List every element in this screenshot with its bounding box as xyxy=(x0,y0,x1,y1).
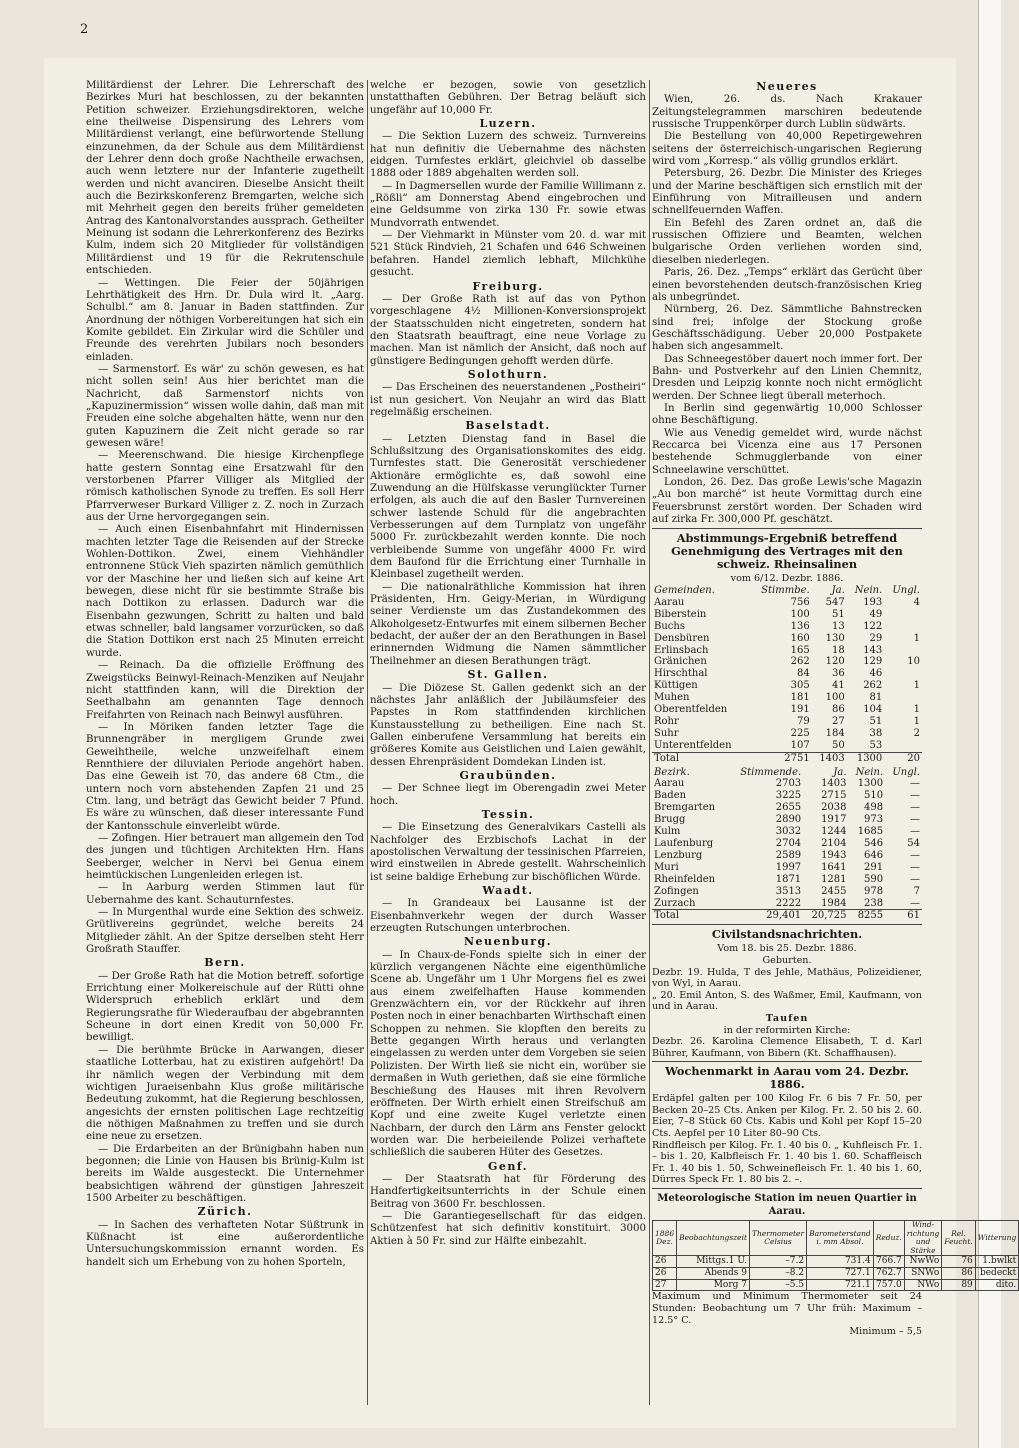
meteo-header: Windrichtung und Stärke xyxy=(904,1221,942,1256)
vote-district-cell: 1943 xyxy=(821,849,847,861)
vote-municipality-cell: Gränichen xyxy=(654,656,707,668)
vote-municipality-row xyxy=(652,692,922,704)
vote-district-cell: 2890 xyxy=(775,814,802,826)
section-head-waadt: Waadt. xyxy=(482,884,534,897)
divider xyxy=(652,1061,922,1062)
vote-district-cell: Zofingen xyxy=(654,885,699,897)
vote-district-cell: — xyxy=(910,861,920,873)
vote-municipality-cell: 193 xyxy=(863,596,883,608)
divider xyxy=(652,924,922,925)
vote-district-cell: — xyxy=(910,790,920,802)
meteo-cell: SNWo xyxy=(904,1267,942,1279)
vote-district-cell: — xyxy=(910,802,920,814)
vote-municipality-cell: 756 xyxy=(790,596,810,608)
meteo-header: Reduz. xyxy=(873,1221,904,1256)
article-muenster-market: — Der Viehmarkt in Münster vom 20. d. war mit 521 Stück Rindvieh, 21 Schafen und 646 Schweinen befahren. Handel ziemlich lebhaft, Milchkühe gesucht. xyxy=(370,230,646,279)
section-head-bern: Bern. xyxy=(204,956,246,970)
vote-municipality-cell: 104 xyxy=(863,704,883,716)
vote-municipality-cell: 41 xyxy=(832,680,845,692)
page-number: 2 xyxy=(80,22,89,37)
vote-municipality-cell xyxy=(884,645,922,657)
meteo-cell: 1.bwlkt xyxy=(975,1256,1019,1268)
meteo-cell: NWo xyxy=(904,1279,942,1291)
vote-district-header: Nein. xyxy=(855,766,884,778)
article-zofingen: — Zofingen. Hier betrauert man allgemein den Tod des jungen und tüchtigen Architekten Hrn. Hans Seeberger, welcher in Nervi bei Genua einem heimtückischen Lungenleiden erlegen ist. xyxy=(86,832,364,881)
article-railway-hindrance: — Auch einen Eisenbahnfahrt mit Hindernissen machten letzter Tage die Reisenden auf der Strecke Wohlen-Dottikon. Zwei, einem Viehhändler entronnene Stück Vieh spazirten nämlich gemüthlich vor der Maschine her und ließen sich auf keine Art bewegen, diese nicht für sie bestimmte Straße bis nach Dottikon zu erlassen. Dadurch war die Eisenbahn gezwungen, Schritt zu halten und bald etwas schneller, bald langsamer vorzurücken, so daß die Station Dottikon erst nach 25 Minuten erreicht wurde. xyxy=(86,524,364,659)
vote-municipality-cell: 4 xyxy=(913,596,920,608)
meteo-cell: –7.2 xyxy=(750,1256,807,1268)
article-continued: welche er bezogen, sowie von gesetzlich unstatthaften Gebühren. Der Betrag beläuft sich ungefähr auf 10,000 Fr. xyxy=(370,80,646,116)
vote-municipality-cell: Erlinsbach xyxy=(654,644,709,656)
article-sarmenstorf: — Sarmenstorf. Es wär' zu schön gewesen, es hat nicht sollen sein! Aus hier berichtet man die Nachricht, daß Sarmenstorf nichts von „Kapuzinermission“ wissen wolle dahin, daß man mit Freuden eine solche abgehalten hätte, wenn nur den guten Kapuzinern die Zeit nicht gerade so rar gewesen wäre! xyxy=(86,363,364,449)
birth-entry: Dezbr. 19. Hulda, T des Jehle, Mathäus, Polizeidiener, von Wyl, in Aarau. xyxy=(652,966,922,990)
meteo-cell: Abends 9 xyxy=(677,1267,750,1279)
vote-municipality-cell: Suhr xyxy=(654,727,679,739)
vote-municipality-cell: 53 xyxy=(869,739,883,751)
article-luzern-turnfest: — Die Sektion Luzern des schweiz. Turnvereins hat nun definitiv die Uebernahme des nächsten eidgen. Turnfestes erklärt, gleichviel ob dasselbe 1888 oder 1889 abgehalten werden soll. xyxy=(370,131,646,180)
news-wien: Wien, 26. ds. Nach Krakauer Zeitungstelegrammen marschiren bedeutende russische Truppenkörper durch Lublin südwärts. xyxy=(652,94,922,131)
vote-district-cell: 1871 xyxy=(775,873,802,885)
vote-municipality-cell: 81 xyxy=(869,692,883,704)
vote-municipality-cell: 51 xyxy=(869,715,883,727)
vote-municipality-cell: 84 xyxy=(796,668,810,680)
vote-district-cell: 2715 xyxy=(821,790,847,802)
vote-municipality-cell: 129 xyxy=(863,656,883,668)
vote-municipality-row xyxy=(652,716,922,728)
vote-municipality-row xyxy=(652,704,922,716)
vote-district-cell: 978 xyxy=(864,885,884,897)
vote-district-cell: Lenzburg xyxy=(654,849,703,861)
vote-district-cell: 3225 xyxy=(775,790,802,802)
article-bruenig: — Die Erdarbeiten an der Brünigbahn haben nun begonnen; die Linie von Hausen bis Brünig-Kulm ist bereits im Walde ausgesteckt. Die Unternehmer beabsichtigen während der günstigen Jahreszeit 1500 Arbeiter zu beschäftigen. xyxy=(86,1143,364,1204)
article-murgenthal: — In Murgenthal wurde eine Sektion des schweiz. Grütlivereins gegründet, welche bereits 24 Mitglieder zählt. An der Spitze derselben steht Herr Großrath Stauffer. xyxy=(86,907,364,956)
vote-district-cell: 54 xyxy=(907,838,920,849)
vote-municipality-cell: 184 xyxy=(825,727,845,739)
vote-district-row xyxy=(652,862,922,874)
meteo-cell: –5.5 xyxy=(750,1279,807,1291)
vote-district-cell: 498 xyxy=(864,802,884,814)
news-nuernberg: Nürnberg, 26. Dez. Sämmtliche Bahnstrecken sind frei; infolge der Stockung große Geschäftsschädigung. Ueber 20,000 Postpakete haben sich angesammelt. xyxy=(652,304,922,353)
vote-table-municipalities xyxy=(652,585,922,765)
vote-municipality-cell: 10 xyxy=(907,656,920,668)
market-prices-meat: Rindfleisch per Kilog. Fr. 1. 40 bis 0. „ Kuhfleisch Fr. 1. – bis 1. 20, Kalbfleisch Fr. 1. 40 bis 1. 60. Schaffleisch Fr. 1. 40 bis 1. 50, Schweinefleisch Fr. 1. 40 bis 1. 60, Dürres Speck Fr. 1. 80 bis 2. –. xyxy=(652,1139,922,1186)
section-head-neuenburg: Neuenburg. xyxy=(463,935,553,949)
baptisms-subheading: in der reformirten Kirche: xyxy=(723,1024,851,1036)
article-military-teachers: Militärdienst der Lehrer. Die Lehrerschaft des Bezirkes Muri hat beschlossen, zu der bekannten Petition schweizer. Erziehungsdirektoren, welche eine theilweise Dispensirung des Lehrers vom Militärdienst verlangt, eine befürwortende Stellung einzunehmen, da der Schule aus dem Militärdienst der Lehrer denn doch große Nachtheile erwachsen, auch wenn letztere nur der Infanterie zugetheilt werden und nicht avanciren. Dieselbe Ansicht theilt auch die Bezirkskonferenz Bremgarten, welche sich mit Mehrheit gegen den bereits früher gemeldeten Antrag des Kantonalvorstandes aussprach. Getheilter Meinung ist sodann die Lehrerkonferenz des Bezirks Kulm, indem sich 20 Mitglieder für vollständigen Militärdienst und 19 für die Rekrutenschule entschieden. xyxy=(86,80,364,277)
section-head-solothurn: Solothurn. xyxy=(467,367,549,381)
vote-municipality-cell: 130 xyxy=(825,632,845,644)
vote-municipality-cell xyxy=(884,692,922,704)
vote-district-cell: Kulm xyxy=(654,826,681,838)
meteo-cell: 757.0 xyxy=(873,1279,904,1291)
vote-municipality-cell xyxy=(884,609,922,621)
meteo-cell: –8.2 xyxy=(750,1267,807,1279)
section-head-baselstadt: Baselstadt. xyxy=(465,419,551,433)
vote-municipality-cell: 181 xyxy=(790,692,810,704)
vote-district-cell: 61 xyxy=(885,910,922,922)
vote-district-cell: 546 xyxy=(864,838,884,849)
article-grandeaux: — In Grandeaux bei Lausanne ist der Eisenbahnverkehr wegen der durch Wasser erzeugten Rutschungen unterbrochen. xyxy=(370,898,646,935)
civil-records-date: Vom 18. bis 25. Dezbr. 1886. xyxy=(717,943,857,955)
divider xyxy=(652,1188,922,1189)
vote-district-cell: Zurzach xyxy=(654,897,696,909)
vote-district-cell: Rheinfelden xyxy=(654,873,716,885)
meteo-cell: 89 xyxy=(942,1279,975,1291)
article-chaux-de-fonds: — In Chaux-de-Fonds spielte sich in einer der kürzlich vergangenen Nächte eine eigenthümliche Scene ab. Ungefähr um 1 Uhr Morgens fiel es zwei aus einem zweifelhaften Hause kommenden Grenzwächtern ein, vor der Rückkehr auf ihren Posten noch in einer benachbarten Wirthschaft einen Schoppen zu nehmen. Sie klopften den bereits zu Bette gegangen Wirth heraus und verlangten eingelassen zu werden unter dem Vorgeben sie seien Polizisten. Der Wirth ließ sie nicht ein, worüber sie dermaßen in Wuth geriethen, daß sie eine förmliche Beschießung des Hauses mit ihren Revolvern eröffneten. Der Wirth erhielt einen Streifschuß am Kopf und eine zweite Kugel verletzte einen Nachbarn, der durch den Lärm ans Fenster gelockt worden war. Die herbeieilende Polizei verhaftete schließlich die sauberen Hüter des Gesetzes. xyxy=(370,949,646,1159)
vote-district-cell: Brugg xyxy=(654,814,686,826)
vote-municipality-row xyxy=(652,609,922,621)
vote-municipality-cell xyxy=(884,621,922,633)
vote-municipality-cell: 1 xyxy=(913,632,920,644)
meteo-header: Thermometer Celsius xyxy=(750,1221,807,1256)
vote-municipality-header: Nein. xyxy=(854,584,883,596)
vote-municipality-row xyxy=(652,680,922,692)
vote-district-cell: 3513 xyxy=(775,885,802,897)
meteo-header: Barometerstand i. mm Absol. xyxy=(807,1221,874,1256)
meteo-header: Rel. Feucht. xyxy=(942,1221,975,1256)
vote-municipality-cell: 120 xyxy=(825,656,845,668)
vote-municipality-cell: Aarau xyxy=(654,596,685,608)
vote-district-cell: 8255 xyxy=(849,910,886,922)
vote-district-header: Ja. xyxy=(833,766,847,778)
vote-municipality-cell: Total xyxy=(652,752,749,764)
meteo-cell: dito. xyxy=(975,1279,1019,1291)
meteo-heading: Meteorologische Station im neuen Quartier in Aarau. xyxy=(657,1193,917,1218)
vote-district-cell: 1917 xyxy=(821,814,847,826)
vote-district-row xyxy=(652,802,922,814)
vote-municipality-cell: Küttigen xyxy=(654,680,698,692)
vote-municipality-cell: Unterentfelden xyxy=(654,739,732,751)
vote-municipality-row xyxy=(652,621,922,633)
vote-district-cell: — xyxy=(910,849,920,861)
article-genf-staatsrath: — Der Staatsrath hat für Förderung des Handfertigkeitsunterrichts in der Schule einen Beitrag von 3600 Fr. beschlossen. xyxy=(370,1173,646,1210)
vote-municipality-cell: 1 xyxy=(913,680,920,692)
news-zar-befehl: Ein Befehl des Zaren ordnet an, daß die russischen Offiziere und Beamten, welchen bulgarische Orden verliehen worden sind, dieselben niederlegen. xyxy=(652,217,922,266)
article-schuetzenfest: — Die Garantiegesellschaft für das eidgen. Schützenfest hat sich definitiv konstituirt. 3000 Aktien à 50 Fr. sind zur Hälfte einbezahlt. xyxy=(370,1210,646,1247)
vote-municipality-cell: 51 xyxy=(832,608,845,620)
vote-district-cell: Muri xyxy=(654,861,679,873)
article-castelli: — Die Einsetzung des Generalvikars Castelli als Nachfolger des Erzbischofs Lachat in der apostolischen Verwaltung der tessinischen Pfarreien, wird einstweilen in Abrede gestellt. Wahrscheinlich ist seine baldige Erhebung zur bischöflichen Würde. xyxy=(370,822,646,883)
vote-municipality-row xyxy=(652,633,922,645)
vote-municipality-cell: Buchs xyxy=(654,620,685,632)
vote-municipality-cell: 225 xyxy=(790,727,810,739)
vote-district-cell: 646 xyxy=(864,849,884,861)
meteo-header: Witterung xyxy=(975,1221,1019,1256)
article-postheiri: — Das Erscheinen des neuerstandenen „Postheiri“ ist nun gesichert. Von Neujahr an wird das Blatt regelmäßig erscheinen. xyxy=(370,382,646,418)
vote-municipality-cell: 20 xyxy=(884,752,922,764)
vote-district-cell: 29,401 xyxy=(728,910,803,922)
meteo-minimum: Minimum – 5,5 xyxy=(849,1326,922,1338)
birth-entry: „ 20. Emil Anton, S. des Waßmer, Emil, Kaufmann, von und in Aarau. xyxy=(652,989,922,1013)
meteo-cell: 721.1 xyxy=(807,1279,874,1291)
vote-municipality-cell: 1 xyxy=(913,715,920,727)
meteo-footnote: Maximum und Minimum Thermometer seit 24 Stunden: Beobachtung um 7 Uhr früh: Maximum –12.5° C. xyxy=(652,1291,922,1326)
meteo-cell: 26 xyxy=(653,1267,677,1279)
article-freiburg-council: — Der Große Rath ist auf das von Python vorgeschlagene 4½ Millionen-Konversionsprojekt der Staatsschulden nicht eingetreten, sondern hat den Staatsrath beauftragt, eine neue Vorlage zu machen. Man ist nämlich der Ansicht, daß noch auf günstigere Bedingungen gehofft werden dürfe. xyxy=(370,293,646,367)
vote-municipality-cell: 38 xyxy=(869,727,883,739)
news-venedig: Wie aus Venedig gemeldet wird, wurde nächst Reccarca bei Vicenza eine aus 17 Personen bestehende Schmugglerbande von einer Schneelawine verschüttet. xyxy=(652,427,922,476)
vote-district-cell: 973 xyxy=(864,814,884,826)
market-prices-produce: Erdäpfel galten per 100 Kilog Fr. 6 bis 7 Fr. 50, per Becken 20–25 Cts. Anken per Kilog. Fr. 2. 50 bis 2. 60. Eier, 7–8 Stück 60 Cts. Kabis und Kohl per Kopf 15–20 Cts. Aepfel per 10 Liter 80–90 Cts. xyxy=(652,1093,922,1140)
vote-municipality-cell: 100 xyxy=(825,692,845,704)
vote-district-cell: 2455 xyxy=(821,885,847,897)
vote-district-cell: 1641 xyxy=(821,861,847,873)
vote-district-cell: 3032 xyxy=(775,826,802,838)
article-bern-council: — Der Große Rath hat die Motion betreff. sofortige Errichtung einer Molkereischule auf der Rütti ohne Widerspruch erheblich erklärt und dem Regierungsrathe für Wiederaufbau der abgebrannten Scheune in dort einen Kredit von 50,000 Fr. bewilligt. xyxy=(86,970,364,1044)
vote-district-cell: — xyxy=(910,897,920,909)
meteo-table xyxy=(652,1220,1019,1291)
vote-district-cell: 1244 xyxy=(821,826,847,838)
news-petersburg: Petersburg, 26. Dezbr. Die Minister des Krieges und der Marine beschäftigen sich ernstlich mit der Einführung von Mitrailleusen und andern schnellfeuernden Waffen. xyxy=(652,168,922,217)
vote-district-row xyxy=(652,814,922,826)
vote-municipality-cell: Densbüren xyxy=(654,632,710,644)
vote-district-cell: 2655 xyxy=(775,802,802,814)
column-rule xyxy=(367,80,368,1405)
vote-district-cell: — xyxy=(910,814,920,826)
meteo-cell: 76 xyxy=(942,1256,975,1268)
vote-district-cell: 1300 xyxy=(857,778,884,790)
article-engadin-snow: — Der Schnee liegt im Oberengadin zwei Meter hoch. xyxy=(370,783,646,807)
vote-district-cell: — xyxy=(910,778,920,790)
vote-municipality-cell: 29 xyxy=(869,632,883,644)
vote-district-row xyxy=(652,874,922,886)
divider xyxy=(652,528,922,529)
vote-district-row xyxy=(652,778,922,790)
vote-municipality-cell xyxy=(884,668,922,680)
vote-district-cell: 291 xyxy=(864,861,884,873)
vote-municipality-cell: 136 xyxy=(790,620,810,632)
article-aarburg: — In Aarburg werden Stimmen laut für Uebernahme des kant. Schauturnfestes. xyxy=(86,882,364,906)
meteo-row xyxy=(653,1267,1019,1279)
vote-district-row xyxy=(652,826,922,838)
vote-municipality-cell: 1403 xyxy=(812,752,847,764)
market-heading: Wochenmarkt in Aarau vom 24. Dezbr. 1886. xyxy=(665,1064,909,1092)
vote-municipality-cell: 79 xyxy=(796,715,810,727)
vote-municipality-cell: 1300 xyxy=(847,752,885,764)
vote-district-cell: 1984 xyxy=(821,897,847,909)
vote-district-cell: 2104 xyxy=(821,838,847,849)
vote-district-cell: 20,725 xyxy=(803,910,848,922)
vote-district-row xyxy=(652,838,922,850)
vote-municipality-cell: Rohr xyxy=(654,715,679,727)
vote-municipality-cell: 50 xyxy=(832,739,845,751)
vote-municipality-cell: 262 xyxy=(790,656,810,668)
vote-municipality-row xyxy=(652,645,922,657)
section-head-graubuenden: Graubünden. xyxy=(459,768,557,782)
vote-municipality-row xyxy=(652,740,922,752)
vote-municipality-cell: 27 xyxy=(832,715,845,727)
vote-date: vom 6/12. Dezbr. 1886. xyxy=(730,573,844,585)
meteo-cell: Morg 7 xyxy=(677,1279,750,1291)
vote-district-total-row xyxy=(652,910,922,922)
vote-table-districts xyxy=(652,767,922,923)
article-aarwangen-bridge: — Die berühmte Brücke in Aarwangen, dieser staatliche Lotterbau, hat zu existiren aufgehört! Da ihr nämlich wegen der Verbindung mit dem wichtigen Juraeisenbahn Klus große militärische Bedeutung zukommt, hat die Regierung beschlossen, angesichts der ernsten politischen Lage rechtzeitig die nöthigen Maßnahmen zu treffen und sie durch eine neue zu ersetzen. xyxy=(86,1044,364,1143)
vote-district-cell: 1997 xyxy=(775,861,802,873)
meteo-cell: bedeckt xyxy=(975,1267,1019,1279)
vote-district-cell: 510 xyxy=(864,790,884,802)
vote-municipality-cell: 165 xyxy=(790,644,810,656)
article-reinach: — Reinach. Da die offizielle Eröffnung des Zweigstücks Beinwyl-Reinach-Menziken auf Neujahr nicht stattfinden kann, will die Direktion der Seethalbahn am genannten Tage dennoch Freifahrten von Reinach nach Beinwyl ausführen. xyxy=(86,660,364,721)
column-2 xyxy=(370,80,646,1248)
section-head-genf: Genf. xyxy=(487,1159,529,1173)
vote-municipality-header: Stimmbe. xyxy=(761,584,810,596)
section-head-tessin: Tessin. xyxy=(481,807,535,821)
article-meerenschwand: — Meerenschwand. Die hiesige Kirchenpflege hatte gestern Sonntag eine Ersatzwahl für den verstorbenen Pfarrer Villiger als Mitglied der römisch katholischen Synode zu treffen. Es soll Herr Pfarrverweser Burkard Villiger z. Z. noch in Zurzach aus der Urne hervorgegangen sein. xyxy=(86,450,364,524)
vote-district-cell: 2704 xyxy=(775,838,802,849)
article-geigy-merian: — Die nationalräthliche Kommission hat ihren Präsidenten, Hrn. Geigy-Merian, in Würdigung seiner Verdienste um das Zustandekommen des Alkoholgesetz-Entwurfes mit einem silbernen Becher bedacht, der außer der an den Berathungen in Basel erinnernden Widmung die Namen sämmtlicher Theilnehmer an diesen Berathungen trägt. xyxy=(370,581,646,667)
vote-district-cell: 1685 xyxy=(857,826,884,838)
article-basel-turnfest: — Letzten Dienstag fand in Basel die Schlußsitzung des Organisationskomites des eidg. Turnfestes statt. Die Generosität verschiedener Aktionäre ermöglichte es, daß sowohl eine Zuwendung an die Hülfskasse verunglückter Turner erfolgen, als auch die auf den Basler Turnvereinen schwer lastende Schuld für die angebrachten Verbesserungen auf dem Turnplatz von ungefähr 5000 Fr. zurückbezahlt werden konnte. Die noch verbleibende Summe von ungefähr 4000 Fr. wird dem Baufond für die Errichtung einer Turnhalle in Kleinbasel zugetheilt werden. xyxy=(370,433,646,581)
vote-district-cell: 2589 xyxy=(775,849,802,861)
vote-municipality-header: Gemeinden. xyxy=(654,584,715,596)
meteo-cell: Mittgs.1 U. xyxy=(677,1256,750,1268)
vote-district-cell: Aarau xyxy=(654,778,685,790)
vote-municipality-cell: Hirschthal xyxy=(654,668,708,680)
vote-municipality-row xyxy=(652,656,922,668)
vote-district-cell: 1281 xyxy=(821,873,847,885)
section-head-stgallen: St. Gallen. xyxy=(467,668,549,682)
vote-district-cell: Bremgarten xyxy=(654,802,716,814)
meteo-cell: 727.1 xyxy=(807,1267,874,1279)
vote-district-cell: 2703 xyxy=(775,778,802,790)
vote-municipality-cell: 143 xyxy=(863,644,883,656)
meteo-row xyxy=(653,1279,1019,1291)
vote-municipality-cell: 191 xyxy=(790,704,810,716)
vote-municipality-cell: 18 xyxy=(832,644,845,656)
baptism-entry: Dezbr. 26. Karolina Clemence Elisabeth, T. d. Karl Bührer, Kaufmann, von Bibern (Kt. Schaffhausen). xyxy=(652,1036,922,1059)
meteo-cell: 762.7 xyxy=(873,1267,904,1279)
vote-district-header: Bezirk. xyxy=(654,766,690,778)
meteo-header: 1886 Dez. xyxy=(653,1221,677,1256)
news-paris: Paris, 26. Dez. „Temps“ erklärt das Gerücht über einen bevorstehenden deutsch-französischen Krieg als unbegründet. xyxy=(652,267,922,303)
vote-district-header: Stimmende. xyxy=(740,766,802,778)
meteo-cell: 766.7 xyxy=(873,1256,904,1268)
vote-municipality-cell: 160 xyxy=(790,632,810,644)
vote-municipality-cell: 49 xyxy=(869,608,883,620)
article-stgallen-diocese: — Die Diözese St. Gallen gedenkt sich an der nächstes Jahr anläßlich der Jubiläumsfeier des Papstes in Rom stattfindenden kirchlichen Kunstausstellung zu betheiligen. Eine nach St. Gallen einberufene Versammlung hat bereits ein größeres Komite aus Geistlichen und Laien gewählt, dessen Ehrenpräsident Domdekan Linden ist. xyxy=(370,682,646,768)
vote-municipality-cell: 2751 xyxy=(749,752,812,764)
vote-municipality-cell: 100 xyxy=(790,608,810,620)
vote-district-cell: 1403 xyxy=(821,778,847,790)
vote-district-cell: Baden xyxy=(654,790,687,802)
vote-municipality-cell: 86 xyxy=(832,704,845,716)
vote-municipality-header: Ungl. xyxy=(892,584,920,596)
meteo-cell: 26 xyxy=(653,1256,677,1268)
vote-municipality-cell: 107 xyxy=(790,739,810,751)
vote-municipality-cell: 262 xyxy=(863,680,883,692)
vote-district-cell: Laufenburg xyxy=(654,838,714,849)
meteo-cell: 27 xyxy=(653,1279,677,1291)
vote-municipality-cell: 547 xyxy=(825,596,845,608)
article-wettingen: — Wettingen. Die Feier der 50jährigen Lehrthätigkeit des Hrn. Dr. Dula wird lt. „Aarg. Schulbl.“ am 8. Januar in Baden stattfinden. Zur Anordnung der nöthigen Vorbereitungen hat sich ein Komite gebildet. Ein Zirkular wird die Schüler und Freunde des verehrten Jubilars noch besonders einladen. xyxy=(86,277,364,363)
vote-district-row xyxy=(652,850,922,862)
vote-municipality-row xyxy=(652,668,922,680)
meteo-row xyxy=(653,1256,1019,1268)
vote-municipality-cell: 13 xyxy=(832,620,845,632)
vote-municipality-row xyxy=(652,597,922,609)
section-head-zurich: Zürich. xyxy=(197,1205,253,1219)
vote-municipality-cell xyxy=(884,740,922,752)
news-london: London, 26. Dez. Das große Lewis'sche Magazin „Au bon marché“ ist heute Vormittag durch eine Feuersbrunst zerstört worden. Der Schaden wird auf zirka Fr. 300,000 Pf. geschätzt. xyxy=(652,477,922,526)
vote-municipality-cell: 2 xyxy=(913,727,920,739)
section-head-neueres: Neueres xyxy=(756,80,818,93)
vote-district-cell: — xyxy=(910,873,920,885)
baptisms-heading: Taufen xyxy=(765,1012,809,1024)
news-schneegestoeber: Das Schneegestöber dauert noch immer fort. Der Bahn- und Postverkehr auf den Linien Chemnitz, Dresden und Leipzig konnte noch nicht ermöglicht werden. Der Schnee liegt überall meterhoch. xyxy=(652,353,922,402)
vote-municipality-cell: Biberstein xyxy=(654,608,707,620)
vote-district-row xyxy=(652,790,922,802)
news-repetirgewehre: Die Bestellung von 40,000 Repetirgewehren seitens der österreichisch-ungarischen Regierung wird vom „Korresp.“ als völlig grundlos erklärt. xyxy=(652,131,922,168)
article-suesstrunk: — In Sachen des verhafteten Notar Süßtrunk in Küßnacht ist eine außerordentliche Untersuchungskommission ernannt worden. Es handelt sich um Erhebung von zu hohen Sporteln, xyxy=(86,1219,364,1268)
births-heading: Geburten. xyxy=(762,954,812,966)
news-berlin: In Berlin sind gegenwärtig 10,000 Schlosser ohne Beschäftigung. xyxy=(652,402,922,427)
meteo-cell: NwWo xyxy=(904,1256,942,1268)
vote-municipality-cell: Muhen xyxy=(654,692,690,704)
vote-municipality-total-row xyxy=(652,752,922,764)
vote-district-row xyxy=(652,898,922,910)
vote-municipality-cell: 305 xyxy=(790,680,810,692)
article-moeriken: — In Möriken fanden letzter Tage die Brunnengräber in mergligem Grunde zwei Geweihtheile, welche unzweifelhaft einem Rennthiere der diluvialen Periode angehört haben. Das eine Geweih ist 70, das andere 68 Ctm., die untern noch vorn abstehenden Zapfen 21 und 25 Ctm. lang, und beträgt das Gewicht beider 7 Pfund. Es wäre zu wünschen, daß dieser interessante Fund der Kantonsschule einverleibt würde. xyxy=(86,721,364,832)
article-dagmersellen: — In Dagmersellen wurde der Familie Willimann z. „Rößli“ am Donnerstag Abend eingebrochen und eine Geldsumme von zirka 130 Fr. sowie etwas Mundvorrath entwendet. xyxy=(370,180,646,229)
column-3 xyxy=(652,80,1017,1338)
vote-district-cell: Total xyxy=(652,910,728,922)
vote-district-cell: 590 xyxy=(864,873,884,885)
vote-municipality-row xyxy=(652,728,922,740)
vote-district-row xyxy=(652,886,922,898)
vote-district-cell: 2222 xyxy=(775,897,802,909)
section-head-freiburg: Freiburg. xyxy=(472,279,544,293)
meteo-cell: 731.4 xyxy=(807,1256,874,1268)
meteo-header: Beobachtungszeit xyxy=(677,1221,750,1256)
civil-records-heading: Civilstandsnachrichten. xyxy=(711,927,863,942)
vote-district-header: Ungl. xyxy=(892,766,920,778)
vote-district-cell: — xyxy=(910,826,920,838)
section-head-luzern: Luzern. xyxy=(479,117,537,131)
vote-municipality-cell: 36 xyxy=(832,668,845,680)
vote-municipality-cell: 46 xyxy=(869,668,883,680)
meteo-cell: 86 xyxy=(942,1267,975,1279)
vote-district-cell: 2038 xyxy=(821,802,847,814)
column-rule xyxy=(649,80,650,1405)
vote-municipality-cell: 122 xyxy=(863,620,883,632)
vote-municipality-cell: Oberentfelden xyxy=(654,704,728,716)
vote-result-heading: Abstimmungs-Ergebniß betreffend Genehmigung des Vertrages mit den schweiz. Rheinsalinen xyxy=(671,531,903,572)
vote-municipality-header: Ja. xyxy=(831,584,845,596)
column-1 xyxy=(86,80,364,1269)
vote-district-cell: 238 xyxy=(864,897,884,909)
vote-district-cell: 7 xyxy=(913,885,920,897)
vote-municipality-cell: 1 xyxy=(913,704,920,716)
